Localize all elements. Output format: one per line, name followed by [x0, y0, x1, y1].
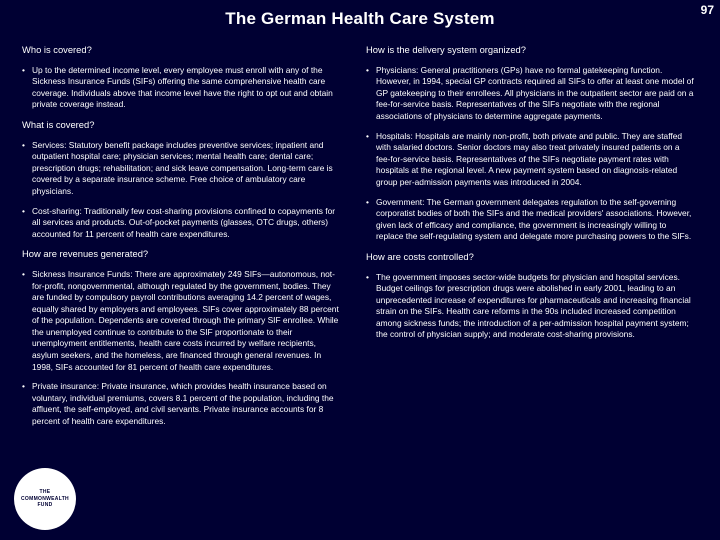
physicians-bullet: • Physicians: General practitioners (GPs) have no formal gatekeeping function. However, in 1994, special GP contracts required all SIFs to offer at least one model of GP gatekeeping to their enrollees. All physicians in the outpatient sector are paid on a fee-for-service basis. Representatives of the SIFs negotiate with the regional associations of physicians to determine aggregate payments. [366, 65, 696, 123]
commonwealth-fund-logo [14, 468, 76, 530]
what-covered-section [22, 119, 344, 240]
revenue-heading: How are revenues generated? [22, 248, 149, 260]
services-bullet: • Services: Statutory benefit package includes preventive services; inpatient and outpatient hospital care; physician services; mental health care; dental care; prescription drugs; rehabilitation; and sick leave compensation. Long-term care is covered by a separate insurance scheme. Free choice of ambulatory care physicians. [22, 140, 344, 198]
hospitals-bullet: • Hospitals: Hospitals are mainly non-profit, both private and public. They are staffed with salaried doctors. Senior doctors may also treat privately insured patients on a fee-for-service basis. Representatives of the SIFs negotiate payment rates with hospitals at the regional level. A new payment system based on diagnosis-related group per-admission payments was introduced in 2004. [366, 131, 696, 189]
left-column [22, 44, 344, 436]
right-column [366, 44, 696, 349]
logo-line-1: THE [39, 489, 51, 496]
delivery-heading: How is the delivery system organized? [366, 44, 526, 55]
page-number: 97 [700, 3, 714, 17]
covered-bullet: • Up to the determined income level, every employee must enroll with any of the Sickness Insurance Funds (SIFs) offering the same comprehensive health care coverage. Individuals above that income level have the right to opt out and obtain private coverage instead. [22, 65, 344, 111]
logo-line-2: COMMONWEALTH [21, 495, 69, 502]
page-title: The German Health Care System [225, 9, 495, 28]
cost-sharing-bullet: • Cost-sharing: Traditionally few cost-sharing provisions confined to copayments for all services and products. Out-of-pocket payments (glasses, OTC drugs, others) accounted for 11 percent of health care expenditures. [22, 206, 344, 241]
costs-heading: How are costs controlled? [366, 250, 474, 262]
who-covered-section [22, 44, 344, 111]
sickness-funds-bullet: • Sickness Insurance Funds: There are approximately 249 SIFs—autonomous, not-for-profit, nongovernmental, although regulated by the government, bodies. They are funded by compulsory payroll contributions averaging 14.2 percent of wages, equally shared by employers and employees. SIFs cover approximately 88 percent of the population. Dependents are covered through the primary SIF enrollee. While the unemployed continue to contribute to the SIF proportionate to their unemployment entitlements, health care costs incurred by welfare recipients, asylum seekers, and the homeless, are financed through general revenues. In 1998, SIFs accounted for 81 percent of health care expenditures. [22, 269, 344, 373]
who-covered-heading: Who is covered? [22, 44, 92, 55]
government-bullet: • Government: The German government delegates regulation to the self-governing corporatist bodies of both the SIFs and the medical providers' associations. However, given lack of efficacy and compliance, the government is increasingly willing to replace the self-regulating system and delegate more purchasing powers to the SIFs. [366, 197, 696, 243]
what-covered-heading: What is covered? [22, 118, 95, 130]
costs-bullet: • The government imposes sector-wide budgets for physician and hospital services. Budget ceilings for prescription drugs were abolished in early 2001, leading to an unprecedented increase of expenditures for pharmaceuticals and increasing financial strain on the SIFs. Health care reforms in the 90s included increased competition among sickness funds; the introduction of a per-admission hospital payment system; the control of physician supply; and moderate cost-sharing provisions. [366, 272, 696, 342]
revenue-section [22, 248, 344, 427]
private-insurance-bullet: • Private insurance: Private insurance, which provides health insurance based on voluntary, individual premiums, covers 8.1 percent of the population, including the affluent, the self-employed, and civil servants. Private insurance accounts for 8 percent of health care expenditures. [22, 381, 344, 427]
delivery-section [366, 44, 696, 243]
costs-section [366, 251, 696, 341]
logo-line-3: FUND [37, 502, 53, 509]
